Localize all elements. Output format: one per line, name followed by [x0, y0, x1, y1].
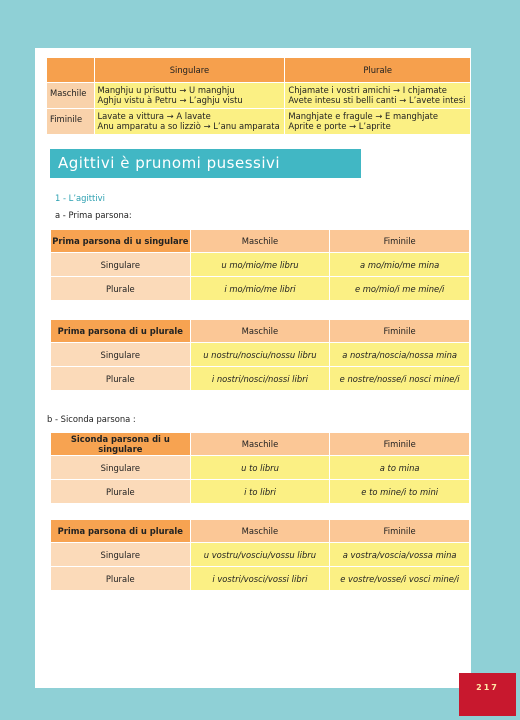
table-title-cell: Prima parsona di u singulare: [51, 230, 191, 253]
subsection-heading: 1 - L’agittivi: [55, 193, 105, 203]
header-fiminile: Fiminile: [330, 520, 470, 543]
example-cell: [285, 82, 470, 108]
example-line: Manghjate e fragule → E manghjate: [288, 111, 439, 122]
table-row: [51, 543, 470, 567]
form-text: e vostre/vosse/i vosci mine/i: [340, 573, 460, 584]
form-text: i vostri/vosci/vossi libri: [212, 573, 308, 584]
form-text: a vostra/voscia/vossa mina: [342, 549, 457, 560]
header-plurale: Plurale: [285, 58, 470, 82]
header-blank-cell: [47, 58, 94, 82]
header-maschile: Maschile: [190, 320, 330, 343]
table-row: [47, 82, 470, 108]
form-text: i nostri/nosci/nossi libri: [211, 373, 308, 384]
form-cell: [330, 480, 470, 504]
example-line: Aghju vistu à Petru → L’aghju vistu: [97, 95, 243, 105]
header-fiminile: Fiminile: [330, 230, 470, 253]
row-label: Plurale: [51, 277, 191, 301]
row-label: Singulare: [51, 543, 191, 567]
form-text: e to mine/i to mini: [361, 486, 439, 497]
form-cell: [190, 456, 330, 480]
possessive-table-3: [50, 432, 470, 504]
table-row: [51, 567, 470, 591]
table-header-row: [47, 58, 470, 82]
row-label: Singulare: [51, 456, 191, 480]
row-label: Singulare: [51, 343, 191, 367]
form-cell: [190, 367, 330, 391]
form-text: i to libri: [244, 486, 276, 497]
example-cell: [94, 108, 285, 134]
section-title-banner: Agittivi è prunomi pusessivi: [50, 149, 361, 178]
example-line: Chjamate i vostri amichi → I chjamate: [288, 85, 447, 95]
row-label: Maschile: [47, 82, 94, 108]
possessive-table-2: [50, 319, 470, 391]
form-cell: [190, 343, 330, 367]
form-cell: [190, 543, 330, 567]
table-row: [51, 367, 470, 391]
table-header-row: [51, 520, 470, 543]
subsection-label-a: a - Prima parsona:: [55, 210, 132, 220]
form-text: a mo/mio/me mina: [360, 259, 440, 270]
possessive-table-4: [50, 519, 470, 591]
row-label: Plurale: [51, 367, 191, 391]
form-cell: [330, 456, 470, 480]
table-header-row: [51, 320, 470, 343]
header-maschile: Maschile: [190, 230, 330, 253]
form-text: i mo/mio/me libri: [224, 283, 296, 294]
form-text: u vostru/vosciu/vossu libru: [203, 549, 317, 560]
header-fiminile: Fiminile: [330, 433, 470, 456]
table-title-cell: Prima parsona di u plurale: [51, 520, 191, 543]
header-maschile: Maschile: [190, 520, 330, 543]
form-text: e mo/mio/i me mine/i: [354, 283, 445, 294]
table-title-cell: Prima parsona di u plurale: [51, 320, 191, 343]
table-row: [51, 277, 470, 301]
form-cell: [330, 367, 470, 391]
example-line: Aprite e porte → L’aprite: [288, 121, 391, 132]
form-cell: [330, 343, 470, 367]
example-line: Manghju u prisuttu → U manghju: [97, 85, 235, 95]
table-row: [51, 343, 470, 367]
row-label: Plurale: [51, 480, 191, 504]
example-line: Anu amparatu a so lizziò → L’anu amparata: [97, 121, 280, 132]
example-line: Lavate a vittura → A lavate: [97, 111, 211, 122]
page-number-box: [459, 673, 516, 716]
form-text: u mo/mio/me libru: [221, 259, 299, 270]
form-cell: [190, 567, 330, 591]
form-text: a nostra/noscia/nossa mina: [342, 349, 458, 360]
row-label: Singulare: [51, 253, 191, 277]
form-cell: [330, 277, 470, 301]
form-cell: [330, 543, 470, 567]
example-line: Avete intesu sti belli canti → L’avete intesi: [288, 95, 466, 105]
table-row: [51, 456, 470, 480]
table-row: [47, 108, 470, 134]
form-text: u to libru: [241, 462, 279, 473]
subsection-label-b: b - Siconda parsona :: [47, 414, 136, 424]
table-row: [51, 253, 470, 277]
form-text: a to mina: [379, 462, 420, 473]
form-text: u nostru/nosciu/nossu libru: [203, 349, 317, 360]
header-singulare: Singulare: [94, 58, 285, 82]
form-cell: [190, 277, 330, 301]
example-cell: [94, 82, 285, 108]
form-cell: [190, 253, 330, 277]
page-number: 217: [476, 683, 499, 692]
table-row: [51, 480, 470, 504]
row-label: Fiminile: [47, 108, 94, 134]
table-header-row: [51, 433, 470, 456]
row-label: Plurale: [51, 567, 191, 591]
form-cell: [190, 480, 330, 504]
table-header-row: [51, 230, 470, 253]
example-cell: [285, 108, 470, 134]
possessive-table-1: [50, 229, 470, 301]
form-text: e nostre/nosse/i nosci mine/i: [339, 373, 460, 384]
header-maschile: Maschile: [190, 433, 330, 456]
pronoun-examples-table: [47, 58, 470, 134]
header-fiminile: Fiminile: [330, 320, 470, 343]
table-title-cell: Siconda parsona di u singulare: [51, 433, 191, 456]
form-cell: [330, 253, 470, 277]
form-cell: [330, 567, 470, 591]
